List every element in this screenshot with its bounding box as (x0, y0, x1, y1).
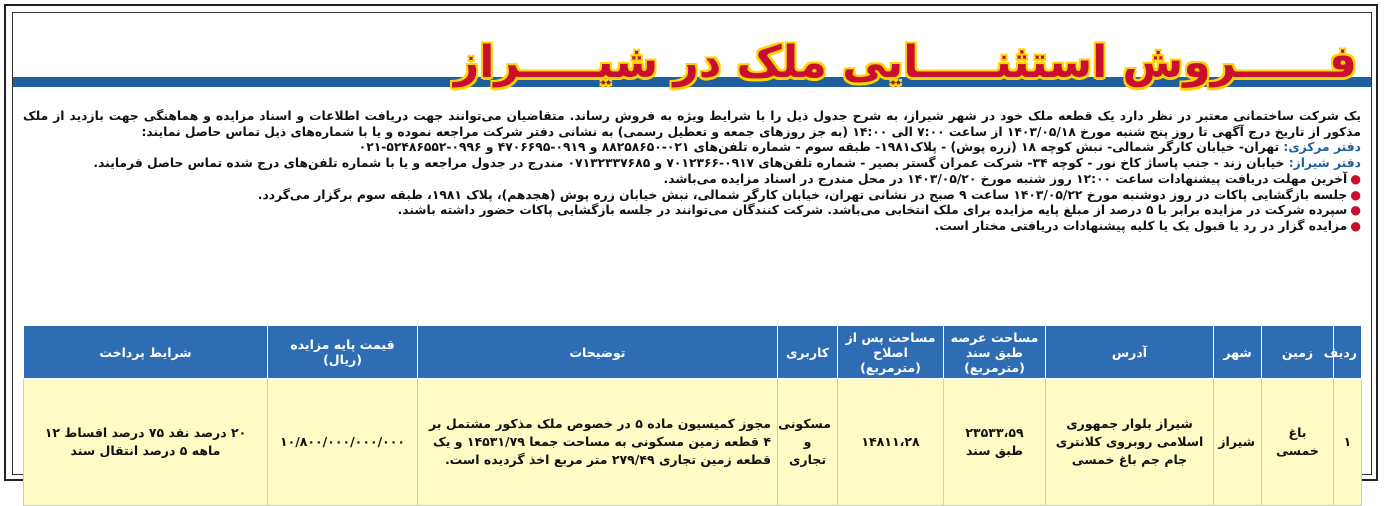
header-usage: کاربری (778, 326, 838, 379)
ad-inner-frame (12, 12, 1372, 475)
cell-area-corrected: ۱۴۸۱۱،۲۸ (838, 379, 944, 506)
header-address: آدرس (1046, 326, 1214, 379)
central-office-text: تهران- خیابان کارگر شمالی- نبش کوچه ۱۸ (زره پوش) - پلاک۱۹۸۱- طبقه سوم - شماره تلفن‌های ۰۲۱-۸۸۲۵۸۶۵۰ و ۰۹۱۹-۴۷۰۶۶۹۵ و ۰۹۹۶-۵۲۴۸۶۵۵۲-۰۲۱ (358, 140, 1280, 155)
central-office-label: دفتر مرکزی: (1283, 140, 1361, 155)
header-area-corrected: مساحت پس از اصلاح (مترمربع) (838, 326, 944, 379)
shiraz-office (23, 156, 1361, 172)
shiraz-office-text: خیابان زند - جنب پاساژ کاخ نور - کوچه ۳۴- شرکت عمران گستر بصیر - شماره تلفن‌های ۰۹۱۷-۷۰۱۲۳۶۶ و ۰۷۱۳۲۳۳۷۶۸۵ مندرج در جدول مراجعه و یا با شماره تلفن‌های درج شده تماس حاصل فرمایند. (93, 156, 1285, 171)
bullet-icon: ● (1350, 203, 1361, 218)
cell-land: باغ خمسی (1262, 379, 1334, 506)
bullet-icon: ● (1350, 187, 1361, 202)
note-item: ●سپرده شرکت در مزایده برابر با ۵ درصد از مبلغ پایه مزایده برای ملک انتخابی می‌باشد. شرکت کنندگان می‌توانند در جلسه بازگشایی پاکات حضور داشته باشند. (397, 203, 1361, 218)
note-item: ●آخرین مهلت دریافت پیشنهادات ساعت ۱۲:۰۰ روز شنبه مورخ ۱۴۰۳/۰۵/۲۰ در محل مندرج در اسناد مزایده می‌باشد. (663, 171, 1361, 186)
bullet-icon: ● (1350, 171, 1361, 186)
cell-base-price: ۱۰/۸۰۰/۰۰۰/۰۰۰/۰۰۰ (268, 379, 418, 506)
table-header-row (24, 326, 1362, 379)
header-base-price: قیمت پایه مزایده (ریال) (268, 326, 418, 379)
header-city: شهر (1214, 326, 1262, 379)
header-description: توضیحات (418, 326, 778, 379)
table-row (24, 379, 1362, 506)
ad-body (23, 109, 1361, 235)
cell-area-deed: ۲۳۵۳۳،۵۹ طبق سند (944, 379, 1046, 506)
cell-description: مجوز کمیسیون ماده ۵ در خصوص ملک مذکور مشتمل بر ۴ قطعه زمین مسکونی به مساحت جمعا ۱۴۵۳۱/۷۹ و یک قطعه زمین تجاری ۲۷۹/۴۹ متر مربع اخذ گردیده است. (418, 379, 778, 506)
title-band (13, 31, 1371, 99)
note-item: ●مزایده گزار در رد یا قبول یک یا کلیه پیشنهادات دریافتی مختار است. (934, 218, 1361, 233)
cell-index: ۱ (1334, 379, 1362, 506)
bullet-icon: ● (1350, 218, 1361, 233)
shiraz-office-label: دفتر شیراز: (1288, 156, 1361, 171)
header-payment: شرایط پرداخت (24, 326, 268, 379)
cell-payment: ۲۰ درصد نقد ۷۵ درصد اقساط ۱۲ ماهه ۵ درصد انتقال سند (24, 379, 268, 506)
header-land: زمین (1262, 326, 1334, 379)
central-office (23, 140, 1361, 156)
property-table (23, 325, 1362, 506)
cell-city: شیراز (1214, 379, 1262, 506)
header-area-deed: مساحت عرصه طبق سند (مترمربع) (944, 326, 1046, 379)
ad-title: فــــــروش استثنـــــایی ملک در شیـــــراز (453, 37, 1357, 88)
cell-address: شیراز بلوار جمهوری اسلامی روبروی کلانتری جام جم باغ خمسی (1046, 379, 1214, 506)
header-index: ردیف (1334, 326, 1362, 379)
note-item: ●جلسه بازگشایی پاکات در روز دوشنبه مورخ ۱۴۰۳/۰۵/۲۲ ساعت ۹ صبح در نشانی تهران، خیابان کارگر شمالی، نبش خیابان زره پوش (هجدهم)، پلاک ۱۹۸۱، طبقه سوم برگزار می‌گردد. (257, 187, 1361, 202)
intro-paragraph: یک شرکت ساختمانی معتبر در نظر دارد یک قطعه ملک خود در شهر شیراز، به شرح جدول ذیل را با شرایط ویژه به فروش رساند. متقاضیان می‌توانند جهت دریافت اطلاعات و اسناد مزایده و هماهنگی جهت بازدید از ملک مذکور از تاریخ درج آگهی تا روز پنج شنبه مورخ ۱۴۰۳/۰۵/۱۸ از ساعت ۷:۰۰ الی ۱۴:۰۰ (به جز روزهای جمعه و تعطیل رسمی) به نشانی دفتر شرکت مراجعه نموده و یا با شماره‌های ذیل تماس حاصل نمایند: (23, 109, 1361, 139)
cell-usage: مسکونی و تجاری (778, 379, 838, 506)
